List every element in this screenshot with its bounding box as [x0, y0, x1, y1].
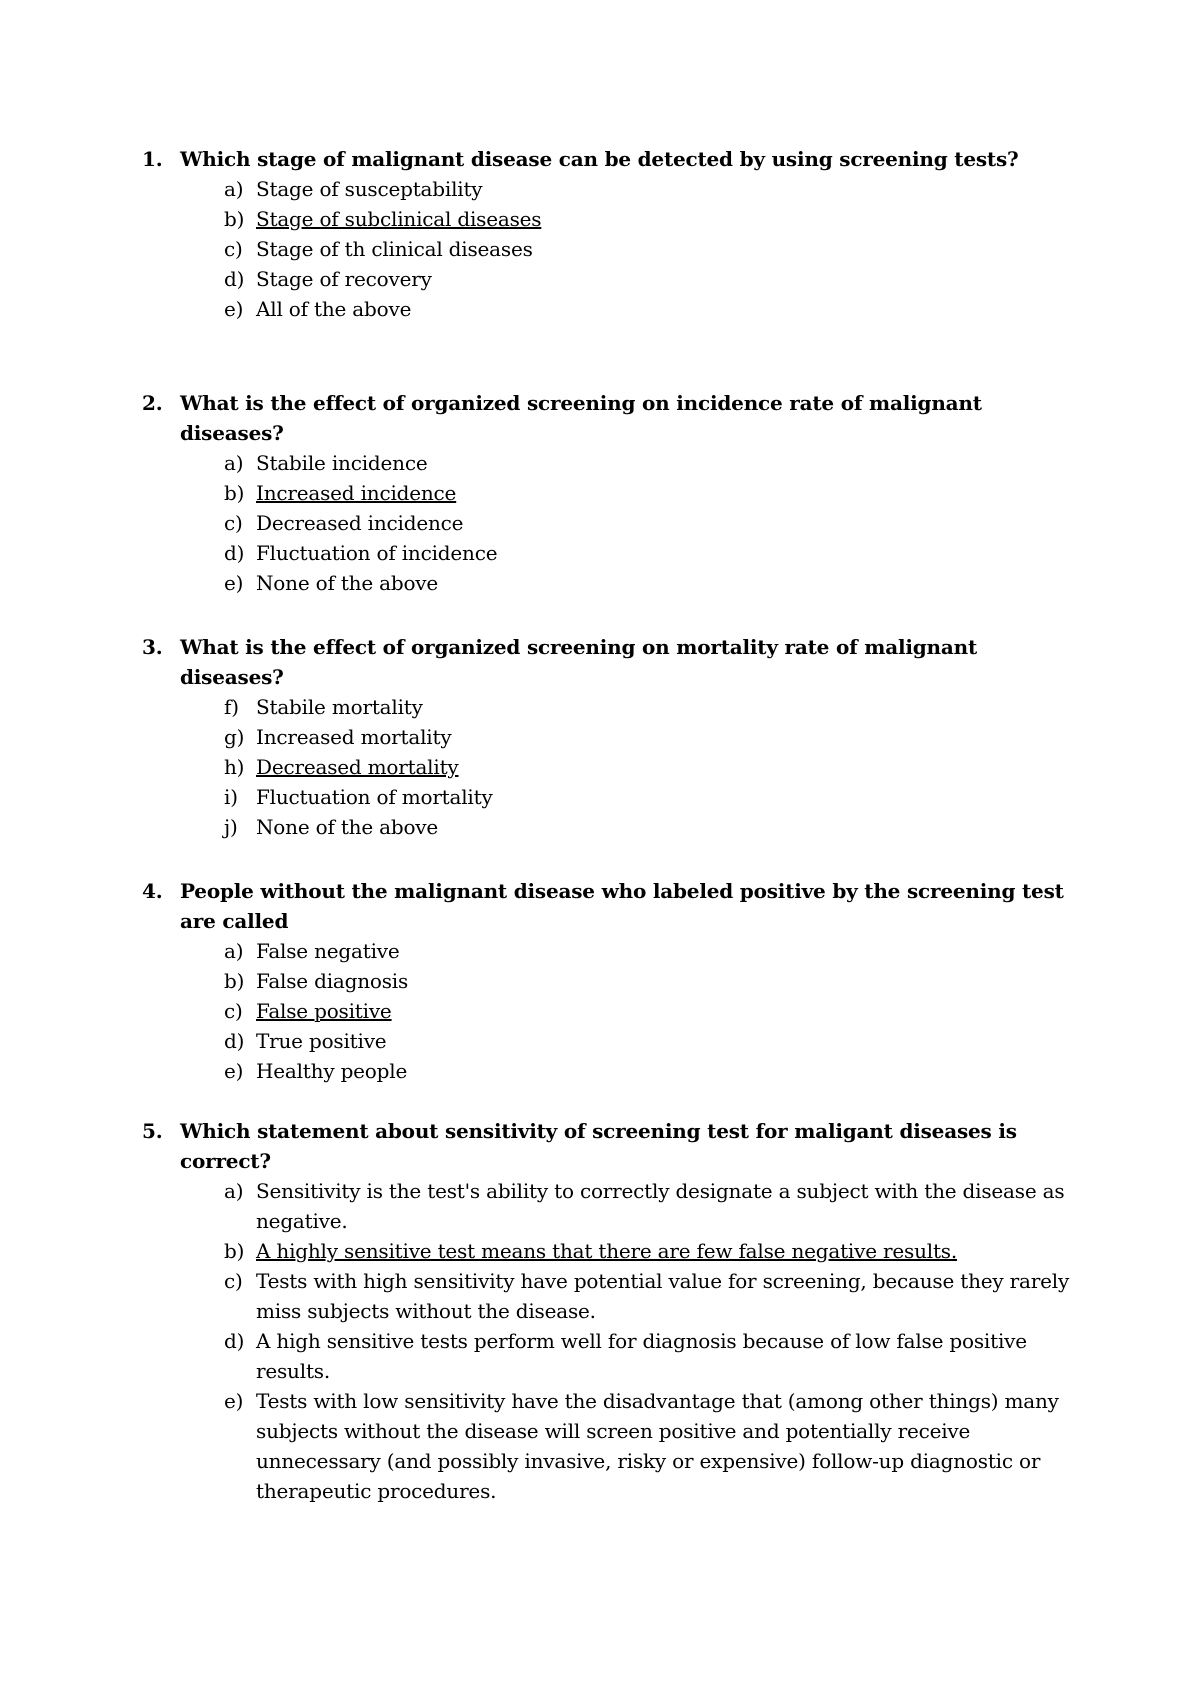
question-heading	[142, 632, 1082, 692]
option-letter: e)	[224, 1389, 244, 1413]
question-heading	[142, 1116, 1082, 1176]
option-letter: a)	[224, 177, 244, 201]
question-2	[142, 388, 1082, 598]
option-text: A high sensitive tests perform well for diagnosis because of low false positive results.	[256, 1329, 1027, 1383]
option-letter: b)	[224, 481, 245, 505]
question-3	[142, 632, 1082, 842]
option-list	[142, 448, 1082, 598]
option-text: Stage of recovery	[256, 267, 432, 291]
option-letter: c)	[224, 999, 243, 1023]
option-item	[224, 1326, 1082, 1386]
option-text: All of the above	[256, 297, 412, 321]
option-letter: c)	[224, 511, 243, 535]
option-text-underlined: A highly sensitive test means that there are few false negative results.	[256, 1239, 958, 1263]
option-text: False negative	[256, 939, 400, 963]
option-letter: a)	[224, 451, 244, 475]
option-item	[224, 996, 1082, 1026]
option-item	[224, 1266, 1082, 1326]
option-item	[224, 508, 1082, 538]
option-text: Stabile mortality	[256, 695, 423, 719]
option-letter: e)	[224, 571, 244, 595]
option-letter: d)	[224, 1029, 245, 1053]
question-5	[142, 1116, 1082, 1506]
option-item	[224, 1236, 1082, 1266]
option-letter: e)	[224, 1059, 244, 1083]
option-text: Healthy people	[256, 1059, 408, 1083]
option-text: True positive	[256, 1029, 387, 1053]
option-item	[224, 264, 1082, 294]
option-text: Stage of susceptability	[256, 177, 483, 201]
option-item	[224, 234, 1082, 264]
option-item	[224, 966, 1082, 996]
option-item	[224, 204, 1082, 234]
option-item	[224, 812, 1082, 842]
option-text: Increased mortality	[256, 725, 452, 749]
option-letter: a)	[224, 1179, 244, 1203]
option-text: None of the above	[256, 815, 439, 839]
option-text: Decreased incidence	[256, 511, 464, 535]
option-letter: h)	[224, 755, 245, 779]
option-item	[224, 294, 1082, 324]
option-item	[224, 1056, 1082, 1086]
option-letter: i)	[224, 785, 238, 809]
option-letter: g)	[224, 725, 245, 749]
option-item	[224, 692, 1082, 722]
option-text: Stage of th clinical diseases	[256, 237, 533, 261]
question-1	[142, 144, 1082, 324]
option-item	[224, 1026, 1082, 1056]
option-list	[142, 692, 1082, 842]
option-text: Tests with low sensitivity have the disadvantage that (among other things) many subjects without the disease will screen positive and potentially receive unnecessary (and possibly invasive, risky or expensive) follow-up diagnostic or therapeutic procedures.	[256, 1389, 1059, 1503]
option-text: Fluctuation of incidence	[256, 541, 498, 565]
question-number: 3.	[142, 635, 163, 659]
option-text: Sensitivity is the test's ability to correctly designate a subject with the disease as negative.	[256, 1179, 1065, 1233]
option-item	[224, 448, 1082, 478]
option-item	[224, 936, 1082, 966]
option-item	[224, 1386, 1082, 1506]
option-item	[224, 478, 1082, 508]
option-text-underlined: False positive	[256, 999, 392, 1023]
option-letter: b)	[224, 969, 245, 993]
option-item	[224, 752, 1082, 782]
question-number: 1.	[142, 147, 163, 171]
option-letter: f)	[224, 695, 239, 719]
option-letter: j)	[224, 815, 238, 839]
option-letter: b)	[224, 1239, 245, 1263]
option-list	[142, 936, 1082, 1086]
option-text: Fluctuation of mortality	[256, 785, 493, 809]
option-item	[224, 568, 1082, 598]
question-text: Which stage of malignant disease can be detected by using screening tests?	[180, 147, 1019, 171]
option-text-underlined: Stage of subclinical diseases	[256, 207, 542, 231]
option-text-underlined: Increased incidence	[256, 481, 457, 505]
option-text: Tests with high sensitivity have potential value for screening, because they rarely miss subjects without the disease.	[256, 1269, 1070, 1323]
option-letter: b)	[224, 207, 245, 231]
question-heading	[142, 388, 1082, 448]
option-text-underlined: Decreased mortality	[256, 755, 459, 779]
question-number: 4.	[142, 879, 163, 903]
option-letter: a)	[224, 939, 244, 963]
option-item	[224, 538, 1082, 568]
question-text: What is the effect of organized screening on incidence rate of malignant diseases?	[180, 391, 982, 445]
option-item	[224, 1176, 1082, 1236]
option-text: False diagnosis	[256, 969, 409, 993]
option-text: Stabile incidence	[256, 451, 428, 475]
question-heading	[142, 144, 1082, 174]
question-text: People without the malignant disease who labeled positive by the screening test are called	[180, 879, 1064, 933]
option-item	[224, 722, 1082, 752]
option-list	[142, 1176, 1082, 1506]
option-letter: d)	[224, 267, 245, 291]
option-item	[224, 174, 1082, 204]
option-letter: c)	[224, 237, 243, 261]
option-list	[142, 174, 1082, 324]
option-item	[224, 782, 1082, 812]
option-letter: c)	[224, 1269, 243, 1293]
option-letter: e)	[224, 297, 244, 321]
option-text: None of the above	[256, 571, 439, 595]
question-heading	[142, 876, 1082, 936]
question-4	[142, 876, 1082, 1086]
option-letter: d)	[224, 541, 245, 565]
question-text: Which statement about sensitivity of screening test for maligant diseases is correct?	[180, 1119, 1017, 1173]
question-text: What is the effect of organized screening on mortality rate of malignant diseases?	[180, 635, 978, 689]
option-letter: d)	[224, 1329, 245, 1353]
question-number: 2.	[142, 391, 163, 415]
question-number: 5.	[142, 1119, 163, 1143]
